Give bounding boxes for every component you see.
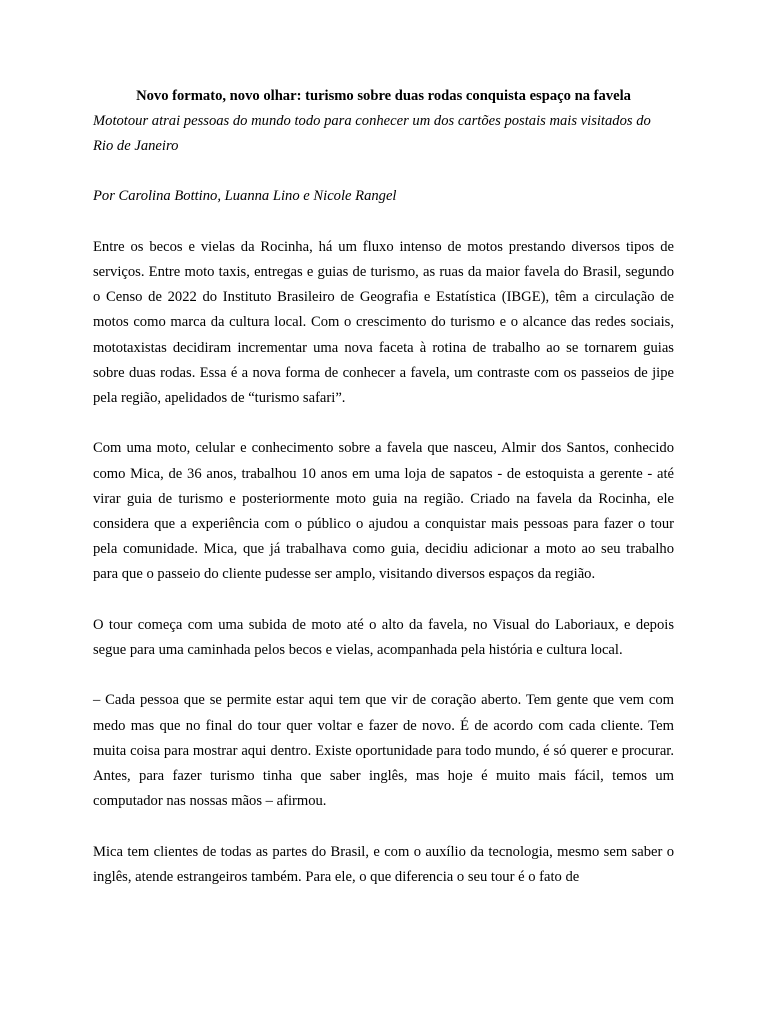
article-paragraph: O tour começa com uma subida de moto até o alto da favela, no Visual do Laboriaux, e depois segue para uma caminhada pelos becos e vielas, acompanhada pela história e cultura local. <box>93 616 674 659</box>
document-page <box>93 84 674 890</box>
article-paragraph: Mica tem clientes de todas as partes do Brasil, e com o auxílio da tecnologia, mesmo sem saber o inglês, atende estrangeiros também. Para ele, o que diferencia o seu tour é o fato de <box>93 843 674 885</box>
article-paragraph: Entre os becos e vielas da Rocinha, há um fluxo intenso de motos prestando diversos tipos de serviços. Entre moto taxis, entregas e guias de turismo, as ruas da maior favela do Brasil, segundo o Censo de 2022 do Instituto Brasileiro de Geografia e Estatística (IBGE), têm a circulação de motos como marca da cultura local. Com o crescimento do turismo e o alcance das redes sociais, mototaxistas decidiram incrementar uma nova faceta à rotina de trabalho ao se tornarem guias sobre duas rodas. Essa é a nova forma de conhecer a favela, um contraste com os passeios de jipe pela região, apelidados de “turismo safari”. <box>93 238 674 407</box>
article-subtitle: Mototour atrai pessoas do mundo todo para conhecer um dos cartões postais mais visitados do Rio de Janeiro <box>93 113 651 155</box>
article-paragraph: Com uma moto, celular e conhecimento sobre a favela que nasceu, Almir dos Santos, conhecido como Mica, de 36 anos, trabalhou 10 anos em uma loja de sapatos - de estoquista a gerente - até virar guia de turismo e posteriormente moto guia na região. Criado na favela da Rocinha, ele considera que a experiência com o público o ajudou a conquistar mais pessoas para fazer o tour pela comunidade. Mica, que já trabalhava como guia, decidiu adicionar a moto ao seu trabalho para que o passeio do cliente pudesse ser amplo, visitando diversos espaços da região. <box>93 440 674 583</box>
article-paragraph: – Cada pessoa que se permite estar aqui tem que vir de coração aberto. Tem gente que vem com medo mas que no final do tour quer voltar e fazer de novo. É de acordo com cada cliente. Tem muita coisa para mostrar aqui dentro. Existe oportunidade para todo mundo, é só querer e procurar. Antes, para fazer turismo tinha que saber inglês, mas hoje é muito mais fácil, temos um computador nas nossas mãos – afirmou. <box>93 692 674 810</box>
article-headline: Novo formato, novo olhar: turismo sobre duas rodas conquista espaço na favela <box>136 88 631 104</box>
article-byline: Por Carolina Bottino, Luanna Lino e Nicole Rangel <box>93 188 397 205</box>
